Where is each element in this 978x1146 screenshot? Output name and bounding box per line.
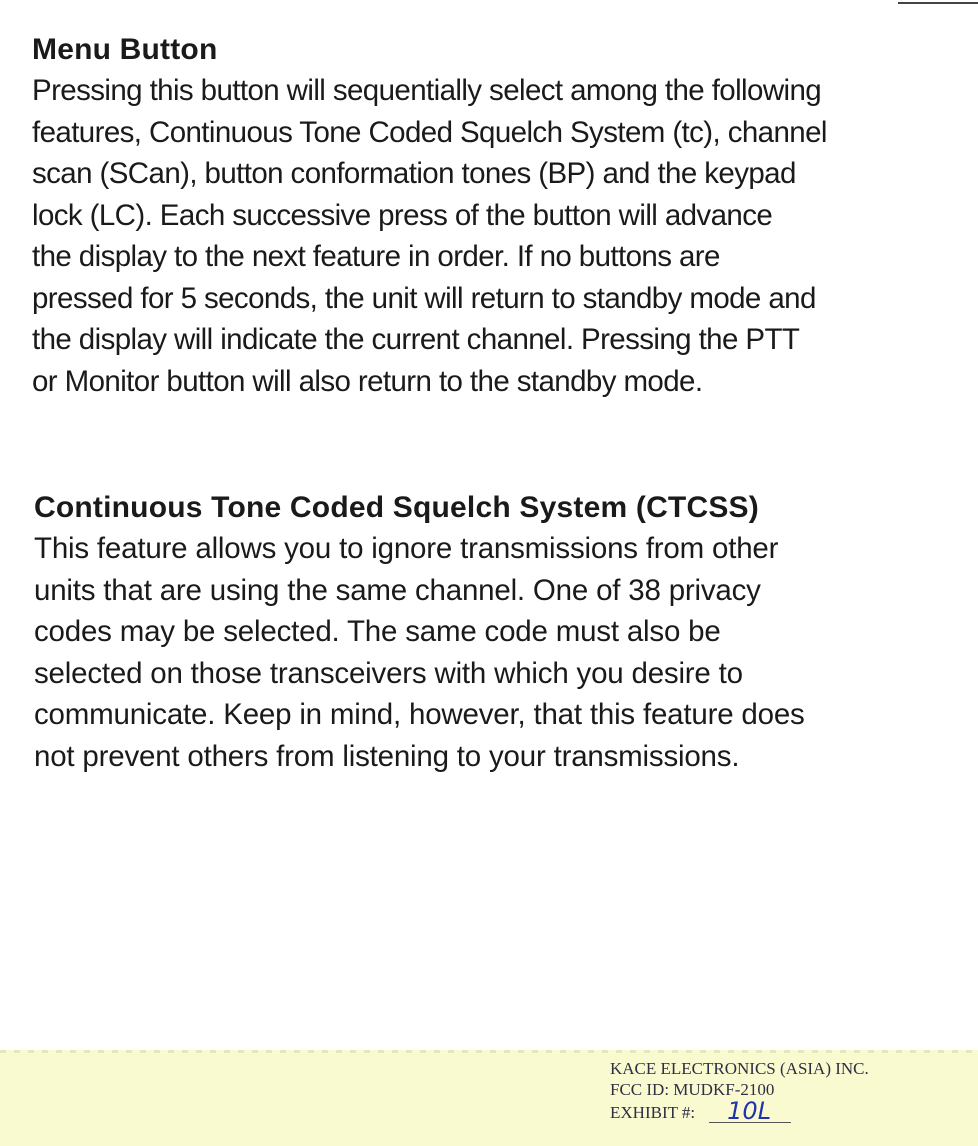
paragraph-line: units that are using the same channel. One of 38 privacy (34, 573, 761, 607)
paragraph-line: the display to the next feature in order. If no buttons are (32, 240, 720, 273)
paragraph-line: codes may be selected. The same code must also be (34, 615, 721, 648)
ctcss-section (34, 488, 964, 777)
paragraph-line: scan (SCan), button conformation tones (BP) and the keypad (32, 157, 796, 190)
stamp-exhibit-row (610, 1097, 869, 1125)
paragraph-line: features, Continuous Tone Coded Squelch System (tc), channel (32, 115, 827, 149)
menu-button-section (32, 30, 962, 402)
top-edge-rule (898, 2, 978, 4)
stamp-fcc-id: FCC ID: MUDKF-2100 (610, 1080, 775, 1099)
paragraph-line: lock (LC). Each successive press of the button will advance (32, 198, 773, 232)
paragraph-line: the display will indicate the current channel. Pressing the PTT (32, 323, 800, 356)
stamp-exhibit-value: 10L (709, 1100, 791, 1123)
stamp-company: KACE ELECTRONICS (ASIA) INC. (610, 1059, 869, 1078)
ctcss-paragraph (34, 528, 964, 777)
paragraph-line: or Monitor button will also return to the standby mode. (32, 364, 703, 398)
stamp-exhibit-label: EXHIBIT #: (610, 1103, 696, 1122)
ctcss-heading: Continuous Tone Coded Squelch System (CTCSS) (34, 491, 759, 524)
menu-button-heading: Menu Button (32, 33, 218, 66)
paragraph-line: communicate. Keep in mind, however, that this feature does (34, 698, 805, 731)
exhibit-stamp (610, 1058, 869, 1123)
paragraph-line: Pressing this button will sequentially select among the following (32, 74, 822, 107)
paragraph-line: This feature allows you to ignore transmissions from other (34, 532, 779, 565)
paragraph-line: not prevent others from listening to your transmissions. (34, 739, 740, 773)
paragraph-line: selected on those transceivers with which you desire to (34, 656, 743, 690)
paragraph-line: pressed for 5 seconds, the unit will return to standby mode and (32, 281, 816, 315)
menu-button-paragraph (32, 70, 962, 402)
